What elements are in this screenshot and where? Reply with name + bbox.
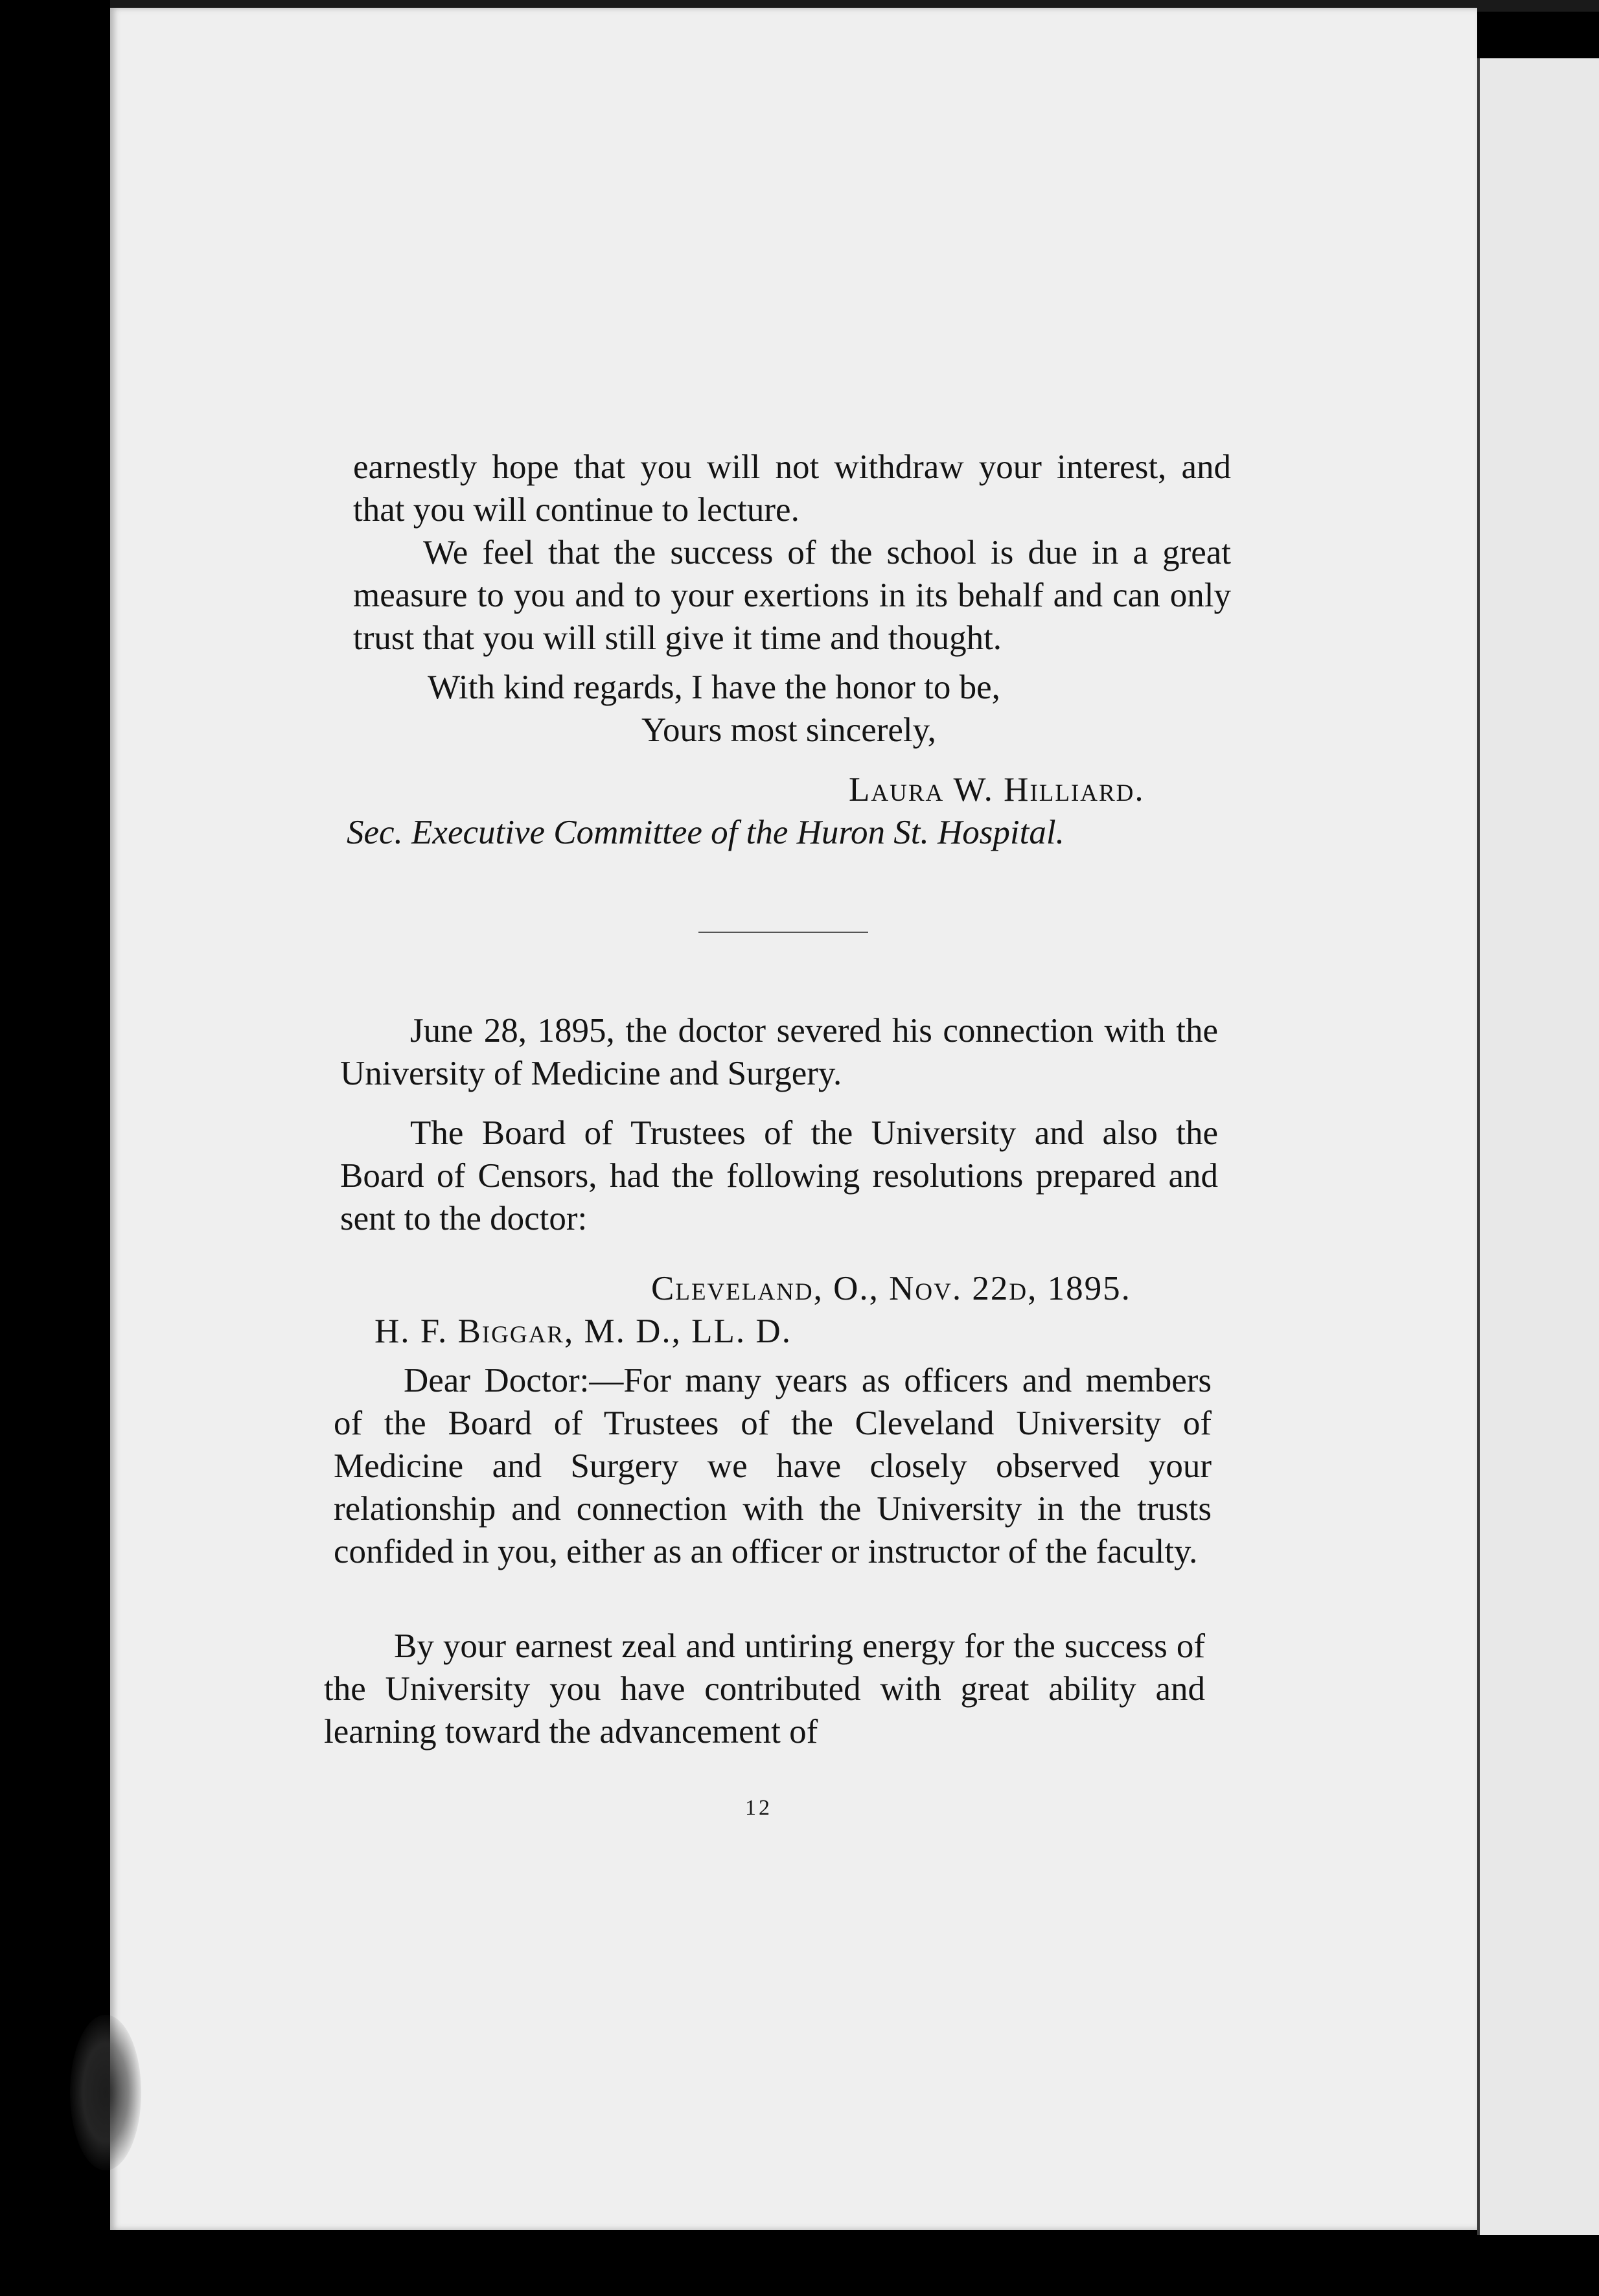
letter1-signature: Laura W. Hilliard.: [849, 771, 1145, 809]
letter2-dateline: Cleveland, O., Nov. 22d, 1895.: [651, 1270, 1131, 1307]
next-page-edge: [1477, 58, 1599, 2235]
scan-smudge: [70, 2015, 141, 2170]
letter1-paragraph-1: earnestly hope that you will not withdraw your interest, and that you will continue to lecture.: [353, 448, 1231, 529]
letter1-valediction: Yours most sincerely,: [641, 711, 936, 749]
letter1-closing: With kind regards, I have the honor to be,: [428, 669, 1000, 706]
page-number: 12: [745, 1796, 772, 1820]
letter2-paragraph-2: By your earnest zeal and untiring energy for the success of the University you have contributed with great ability and learning toward the advancement of: [324, 1627, 1205, 1751]
section-divider: [698, 932, 868, 933]
narrative-paragraph-1: June 28, 1895, the doctor severed his connection with the University of Medicine and Surgery.: [340, 1012, 1218, 1092]
letter2-addressee: H. F. Biggar, M. D., LL. D.: [374, 1313, 792, 1350]
letter1-paragraph-2: We feel that the success of the school is due in a great measure to you and to your exertions in its behalf and can only trust that you will still give it time and thought.: [353, 534, 1231, 657]
narrative-paragraph-2: The Board of Trustees of the University and also the Board of Censors, had the following resolutions prepared and sent to the doctor:: [340, 1114, 1218, 1237]
letter1-signer-title: Sec. Executive Committee of the Huron St. Hospital.: [347, 814, 1064, 851]
letter2-paragraph-1: Dear Doctor:—For many years as officers and members of the Board of Trustees of the Cleveland University of Medicine and Surgery we have closely observed your relationship and connection with the University in the trusts confided in you, either as an officer or instructor of the faculty.: [334, 1362, 1212, 1570]
